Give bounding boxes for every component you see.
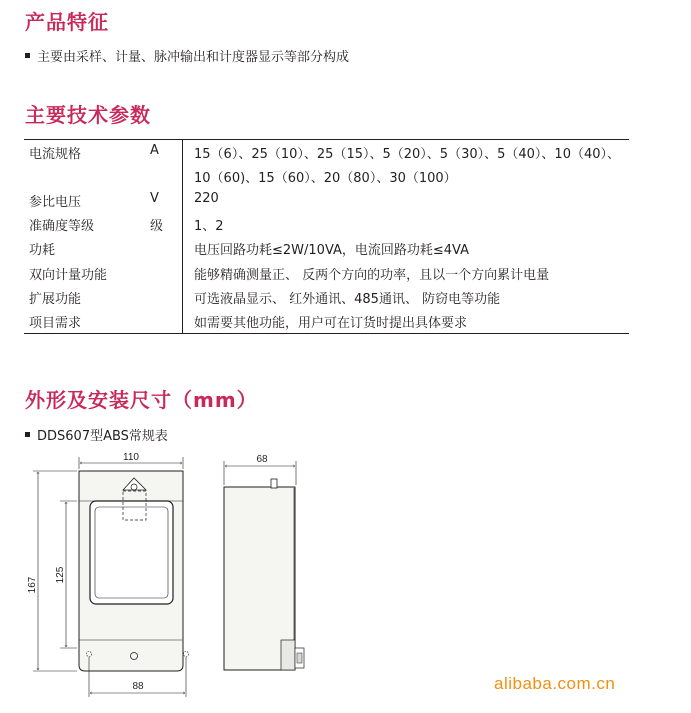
watermark: alibaba.com.cn — [494, 674, 616, 693]
spec-unit: V — [150, 191, 159, 206]
width-label: 110 — [123, 452, 139, 463]
side-view — [224, 479, 304, 670]
width-dimension — [79, 452, 183, 469]
spec-unit: 级 — [150, 219, 164, 234]
spec-value: 15（6）、25（10）、25（15）、5（20）、5（30）、5（40）、10（40）、 — [194, 147, 621, 162]
spec-name: 参比电压 — [29, 195, 82, 210]
window-height-dimension — [55, 501, 77, 648]
front-view — [79, 471, 189, 671]
dimensions-title: 外形及安装尺寸（mm） — [25, 388, 258, 412]
spec-unit: A — [150, 143, 159, 158]
mount-spacing-label: 88 — [132, 681, 144, 692]
specs-title: 主要技术参数 — [25, 103, 151, 127]
spec-value: 能够精确测量正、 反两个方向的功率，且以一个方向累计电量 — [194, 268, 550, 283]
spec-name: 功耗 — [29, 243, 56, 258]
spec-value: 可选液晶显示、 红外通讯、485通讯、 防窃电等功能 — [194, 292, 501, 307]
height-label: 167 — [27, 576, 38, 594]
spec-value: 220 — [194, 191, 219, 206]
spec-value: 10（60)、15（60）、20（80）、30（100） — [194, 171, 457, 186]
spec-name: 电流规格 — [29, 147, 82, 162]
spec-value: 电压回路功耗≤2W/10VA，电流回路功耗≤4VA — [194, 243, 470, 258]
features-bullet-text: 主要由采样、计量、脉冲输出和计度器显示等部分构成 — [37, 50, 350, 65]
features-title: 产品特征 — [25, 10, 109, 34]
depth-label: 68 — [256, 454, 268, 465]
depth-dimension — [224, 454, 296, 485]
spec-value: 1、2 — [194, 219, 224, 234]
spec-name: 准确度等级 — [29, 219, 95, 234]
spec-name: 扩展功能 — [29, 292, 82, 307]
spec-name: 双向计量功能 — [29, 268, 108, 283]
model-name: DDS607型ABS常规表 — [37, 429, 168, 444]
spec-name: 项目需求 — [29, 316, 82, 331]
window-height-label: 125 — [55, 566, 66, 584]
spec-value: 如需要其他功能，用户可在订货时提出具体要求 — [194, 316, 468, 331]
